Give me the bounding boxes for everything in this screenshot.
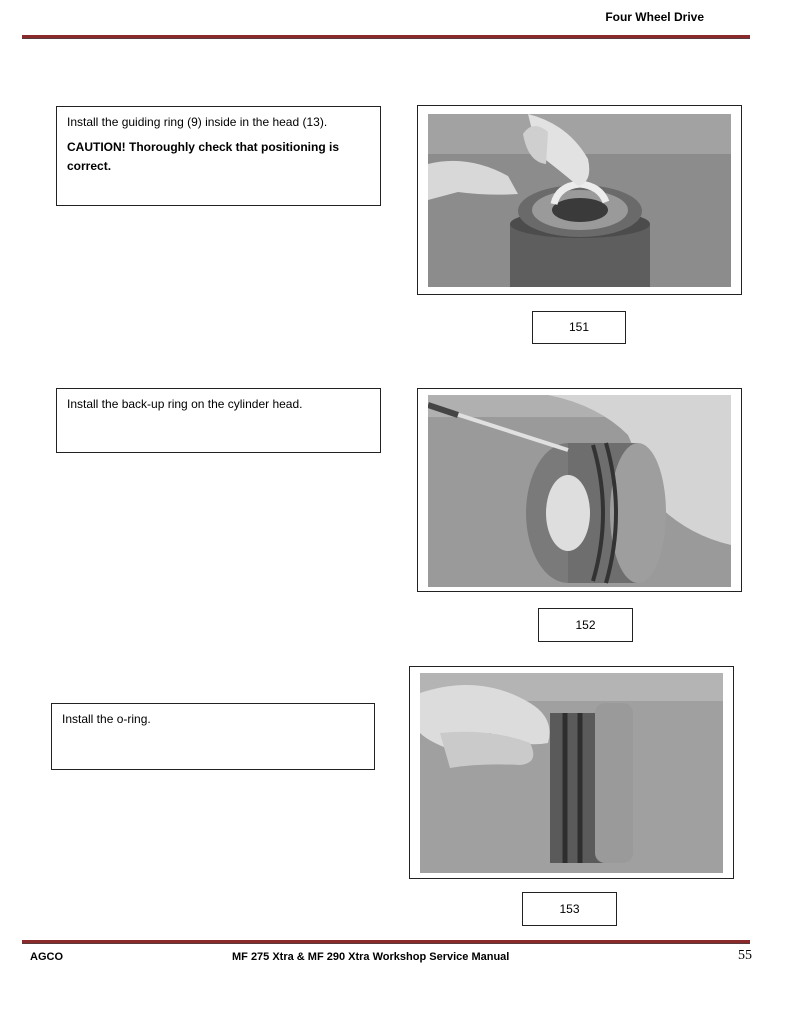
section-title: Four Wheel Drive bbox=[605, 10, 704, 24]
step-3-text: Install the o-ring. bbox=[62, 712, 151, 726]
figure-151-photo bbox=[417, 105, 742, 295]
page-number: 55 bbox=[738, 948, 752, 963]
o-ring-photo-image bbox=[420, 673, 723, 873]
header-divider bbox=[22, 35, 750, 38]
figure-151-label: 151 bbox=[532, 311, 626, 344]
step-2-text: Install the back-up ring on the cylinder head. bbox=[67, 397, 303, 411]
step-2-instruction-box bbox=[56, 388, 381, 453]
step-1-text: Install the guiding ring (9) inside in the head (13). bbox=[67, 115, 328, 129]
figure-153-photo bbox=[409, 666, 734, 879]
step-3-instruction-box bbox=[51, 703, 375, 770]
step-1-instruction-box bbox=[56, 106, 381, 206]
footer-divider bbox=[22, 940, 750, 943]
guiding-ring-photo-image bbox=[428, 114, 731, 287]
figure-152-photo bbox=[417, 388, 742, 592]
footer-company: AGCO bbox=[30, 951, 63, 963]
back-up-ring-photo-image bbox=[428, 395, 731, 587]
figure-153-label: 153 bbox=[522, 892, 617, 926]
figure-152-label: 152 bbox=[538, 608, 633, 642]
step-1-caution: CAUTION! Thoroughly check that positioning is correct. bbox=[67, 140, 339, 173]
footer-manual-title: MF 275 Xtra & MF 290 Xtra Workshop Service Manual bbox=[232, 951, 510, 963]
